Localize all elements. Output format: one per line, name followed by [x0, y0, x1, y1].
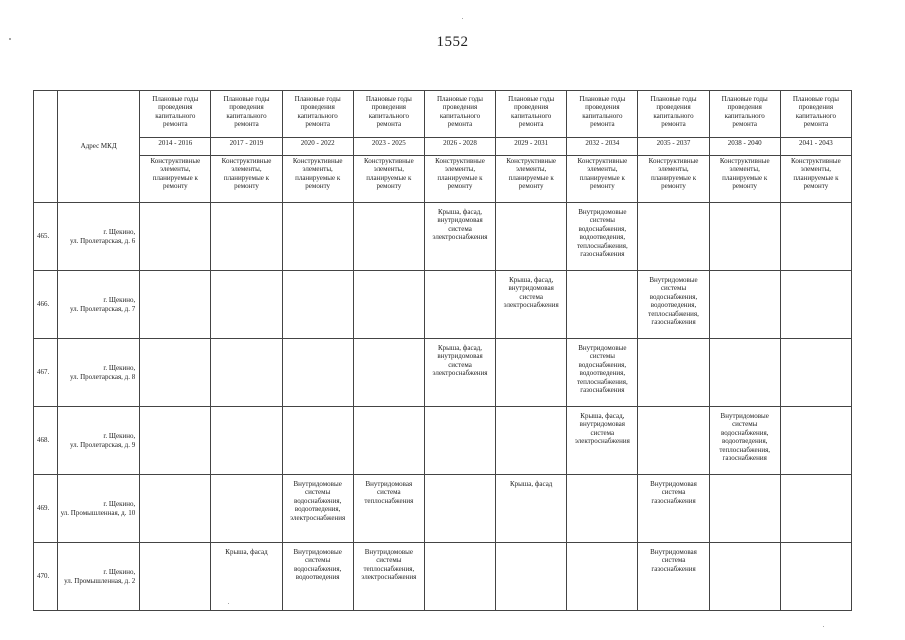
repair-elements-cell — [211, 407, 282, 475]
elements-header: Конструктивные элементы, планируемые к ремонту — [638, 156, 709, 203]
period-header: 2026 - 2028 — [424, 138, 495, 156]
repair-elements-cell — [709, 271, 780, 339]
header-row-periods — [34, 138, 852, 156]
repair-elements-cell — [567, 271, 638, 339]
planned-years-header: Плановые годы проведения капитального ремонта — [211, 91, 282, 138]
repair-elements-cell — [424, 475, 495, 543]
planned-years-header: Плановые годы проведения капитального ремонта — [282, 91, 353, 138]
repair-elements-cell — [709, 203, 780, 271]
scan-speck — [228, 603, 229, 604]
address-city: г. Щекино, — [103, 364, 136, 373]
repair-elements-cell — [638, 407, 709, 475]
row-address — [58, 543, 140, 611]
elements-header: Конструктивные элементы, планируемые к ремонту — [424, 156, 495, 203]
repair-elements-cell — [424, 271, 495, 339]
address-street: ул. Пролетарская, д. 8 — [69, 372, 136, 381]
repair-elements-cell — [709, 475, 780, 543]
planned-years-header: Плановые годы проведения капитального ремонта — [567, 91, 638, 138]
address-street: ул. Промышленная, д. 2 — [64, 576, 136, 585]
repair-elements-cell: Внутридомовая система газоснабжения — [638, 475, 709, 543]
elements-header: Конструктивные элементы, планируемые к ремонту — [353, 156, 424, 203]
address-city: г. Щекино, — [103, 568, 136, 577]
row-number: 466. — [34, 271, 58, 339]
elements-header: Конструктивные элементы, планируемые к ремонту — [211, 156, 282, 203]
row-number: 465. — [34, 203, 58, 271]
period-header: 2032 - 2034 — [567, 138, 638, 156]
address-street: ул. Пролетарская, д. 9 — [69, 440, 136, 449]
repair-elements-cell — [211, 339, 282, 407]
table-row — [34, 271, 852, 339]
repair-elements-cell — [211, 271, 282, 339]
repair-elements-cell — [780, 407, 851, 475]
repair-elements-cell: Внутридомовая система газоснабжения — [638, 543, 709, 611]
scan-speck — [9, 38, 11, 40]
row-number: 467. — [34, 339, 58, 407]
repair-elements-cell — [353, 339, 424, 407]
repair-elements-cell — [140, 475, 211, 543]
repair-elements-cell: Крыша, фасад, внутридомовая система электроснабжения — [567, 407, 638, 475]
repair-elements-cell — [496, 543, 567, 611]
page-number: 1552 — [436, 34, 469, 50]
repair-elements-cell — [780, 543, 851, 611]
period-header: 2035 - 2037 — [638, 138, 709, 156]
repair-elements-cell: Внутридомовая система теплоснабжения — [353, 475, 424, 543]
period-header: 2038 - 2040 — [709, 138, 780, 156]
repair-elements-cell — [282, 203, 353, 271]
elements-header: Конструктивные элементы, планируемые к ремонту — [140, 156, 211, 203]
repair-elements-cell: Крыша, фасад, внутридомовая система электроснабжения — [424, 339, 495, 407]
scan-speck — [823, 626, 824, 627]
repair-elements-cell — [282, 271, 353, 339]
repair-elements-cell — [353, 203, 424, 271]
repair-elements-cell — [282, 407, 353, 475]
repair-elements-cell: Внутридомовые системы водоснабжения, водоотведения, теплоснабжения, газоснабжения — [638, 271, 709, 339]
capital-repair-table — [33, 90, 852, 611]
period-header: 2023 - 2025 — [353, 138, 424, 156]
repair-elements-cell — [638, 203, 709, 271]
repair-elements-cell — [780, 475, 851, 543]
repair-elements-cell — [709, 543, 780, 611]
repair-elements-cell — [780, 271, 851, 339]
row-address — [58, 271, 140, 339]
repair-elements-cell — [638, 339, 709, 407]
repair-elements-cell — [709, 339, 780, 407]
repair-elements-cell: Внутридомовые системы водоснабжения, водоотведения, электроснабжения — [282, 475, 353, 543]
repair-elements-cell: Крыша, фасад — [211, 543, 282, 611]
repair-elements-cell: Внутридомовые системы водоснабжения, водоотведения, теплоснабжения, газоснабжения — [567, 203, 638, 271]
planned-years-header: Плановые годы проведения капитального ремонта — [780, 91, 851, 138]
scan-speck — [462, 18, 463, 19]
address-city: г. Щекино, — [103, 432, 136, 441]
table-row — [34, 339, 852, 407]
elements-header: Конструктивные элементы, планируемые к ремонту — [780, 156, 851, 203]
repair-elements-cell: Внутридомовые системы водоснабжения, водоотведения — [282, 543, 353, 611]
row-address — [58, 407, 140, 475]
header-row-elements — [34, 156, 852, 203]
repair-elements-cell — [496, 203, 567, 271]
repair-elements-cell — [140, 339, 211, 407]
repair-elements-cell — [567, 475, 638, 543]
repair-elements-cell — [353, 407, 424, 475]
repair-elements-cell — [780, 203, 851, 271]
number-column-header — [34, 91, 58, 203]
table-row — [34, 407, 852, 475]
address-column-header: Адрес МКД — [58, 91, 140, 203]
address-city: г. Щекино, — [103, 296, 136, 305]
planned-years-header: Плановые годы проведения капитального ремонта — [709, 91, 780, 138]
repair-elements-cell — [140, 543, 211, 611]
repair-elements-cell — [424, 407, 495, 475]
period-header: 2041 - 2043 — [780, 138, 851, 156]
row-number: 470. — [34, 543, 58, 611]
row-address — [58, 475, 140, 543]
repair-elements-cell — [140, 407, 211, 475]
elements-header: Конструктивные элементы, планируемые к ремонту — [282, 156, 353, 203]
planned-years-header: Плановые годы проведения капитального ремонта — [424, 91, 495, 138]
repair-elements-cell: Внутридомовые системы водоснабжения, водоотведения, теплоснабжения, газоснабжения — [709, 407, 780, 475]
planned-years-header: Плановые годы проведения капитального ремонта — [496, 91, 567, 138]
repair-elements-cell: Крыша, фасад, внутридомовая система электроснабжения — [424, 203, 495, 271]
repair-elements-cell: Внутридомовые системы водоснабжения, водоотведения, теплоснабжения, газоснабжения — [567, 339, 638, 407]
planned-years-header: Плановые годы проведения капитального ремонта — [353, 91, 424, 138]
repair-elements-cell — [780, 339, 851, 407]
row-address — [58, 203, 140, 271]
planned-years-header: Плановые годы проведения капитального ремонта — [638, 91, 709, 138]
address-city: г. Щекино, — [103, 500, 136, 509]
repair-elements-cell — [567, 543, 638, 611]
repair-elements-cell — [496, 407, 567, 475]
row-number: 469. — [34, 475, 58, 543]
repair-elements-cell — [282, 339, 353, 407]
repair-elements-cell: Крыша, фасад, внутридомовая система электроснабжения — [496, 271, 567, 339]
period-header: 2017 - 2019 — [211, 138, 282, 156]
row-number: 468. — [34, 407, 58, 475]
repair-elements-cell — [211, 475, 282, 543]
table-row — [34, 543, 852, 611]
table-row — [34, 475, 852, 543]
address-street: ул. Промышленная, д. 10 — [60, 508, 136, 517]
repair-elements-cell: Крыша, фасад — [496, 475, 567, 543]
elements-header: Конструктивные элементы, планируемые к ремонту — [567, 156, 638, 203]
repair-elements-cell — [140, 271, 211, 339]
repair-elements-cell: Внутридомовые системы теплоснабжения, электроснабжения — [353, 543, 424, 611]
table-row — [34, 203, 852, 271]
header-row-planned-years — [34, 91, 852, 138]
row-address — [58, 339, 140, 407]
repair-elements-cell — [211, 203, 282, 271]
repair-elements-cell — [140, 203, 211, 271]
address-city: г. Щекино, — [103, 228, 136, 237]
period-header: 2020 - 2022 — [282, 138, 353, 156]
address-street: ул. Пролетарская, д. 7 — [69, 304, 136, 313]
elements-header: Конструктивные элементы, планируемые к ремонту — [709, 156, 780, 203]
period-header: 2014 - 2016 — [140, 138, 211, 156]
period-header: 2029 - 2031 — [496, 138, 567, 156]
repair-elements-cell — [424, 543, 495, 611]
elements-header: Конструктивные элементы, планируемые к ремонту — [496, 156, 567, 203]
repair-elements-cell — [496, 339, 567, 407]
planned-years-header: Плановые годы проведения капитального ремонта — [140, 91, 211, 138]
address-street: ул. Пролетарская, д. 6 — [69, 236, 136, 245]
repair-elements-cell — [353, 271, 424, 339]
